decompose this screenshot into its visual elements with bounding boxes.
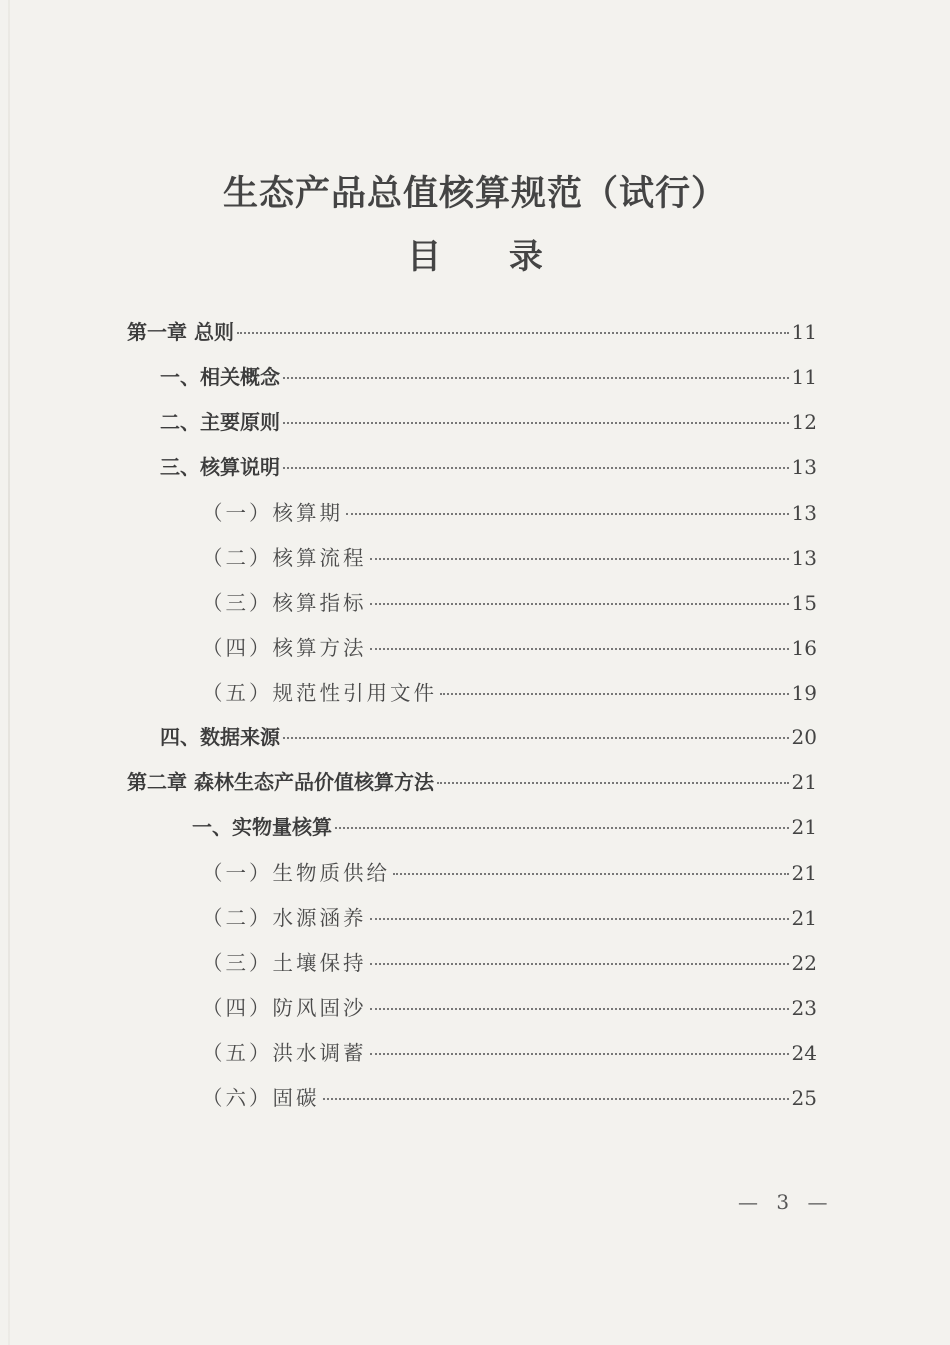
toc-leader [346, 513, 789, 515]
toc-entry-page: 21 [791, 815, 817, 839]
toc-entry-label: （四）核算方法 [202, 636, 367, 660]
toc-leader [283, 467, 789, 469]
toc-entry-page: 13 [791, 501, 817, 525]
toc-leader [283, 422, 789, 424]
toc-leader [370, 603, 789, 605]
toc-leader [370, 558, 789, 560]
toc-leader [370, 648, 789, 650]
toc-leader [237, 332, 789, 334]
toc-entry[interactable] [202, 1036, 817, 1081]
toc-entry-label: （一）生物质供给 [202, 861, 390, 885]
toc-entry[interactable] [160, 721, 817, 766]
toc-leader [370, 1053, 789, 1055]
toc-heading: 目 录 [407, 237, 571, 277]
toc-entry[interactable] [160, 361, 817, 406]
toc-entry-label: （三）土壤保持 [202, 951, 367, 975]
toc-entry-label: （五）洪水调蓄 [202, 1041, 367, 1065]
toc-entry-page: 25 [791, 1086, 817, 1110]
toc-entry-page: 16 [791, 636, 817, 660]
toc-entry-page: 11 [791, 365, 817, 389]
toc-leader [283, 737, 789, 739]
toc-entry-label: （二）核算流程 [202, 546, 367, 570]
toc-leader [440, 693, 789, 695]
toc-entry[interactable] [202, 856, 817, 901]
toc-entry-page: 22 [791, 951, 817, 975]
toc-entry[interactable] [160, 406, 817, 451]
toc-entry-page: 24 [791, 1041, 817, 1065]
toc-entry-page: 11 [791, 320, 817, 344]
toc-entry[interactable] [127, 316, 817, 361]
toc-entry-label: （六）固碳 [202, 1086, 320, 1110]
toc-entry-label: 三、核算说明 [160, 455, 280, 479]
toc-entry-page: 21 [791, 770, 817, 794]
toc-leader [370, 963, 789, 965]
toc-entry-label: 一、实物量核算 [192, 815, 332, 839]
toc-entry[interactable] [202, 946, 817, 991]
toc-entry[interactable] [192, 811, 817, 856]
toc-entry-label: 第一章 总则 [127, 320, 234, 344]
toc-entry-label: 第二章 森林生态产品价值核算方法 [127, 770, 434, 794]
toc-leader [393, 873, 789, 875]
toc-leader [335, 827, 789, 829]
toc-entry-page: 15 [791, 591, 817, 615]
toc-entry-page: 21 [791, 906, 817, 930]
toc-entry-page: 12 [791, 410, 817, 434]
toc-entry-page: 13 [791, 455, 817, 479]
document-title: 生态产品总值核算规范（试行） [222, 173, 727, 214]
toc-entry-page: 23 [791, 996, 817, 1020]
toc-entry[interactable] [202, 586, 817, 631]
toc-entry[interactable] [202, 541, 817, 586]
toc-entry-page: 21 [791, 861, 817, 885]
toc-entry[interactable] [160, 451, 817, 496]
toc-entry-label: （二）水源涵养 [202, 906, 367, 930]
toc-entry[interactable] [202, 496, 817, 541]
toc-leader [370, 918, 789, 920]
toc-entry[interactable] [202, 901, 817, 946]
toc-entry-page: 13 [791, 546, 817, 570]
toc-entry-label: （五）规范性引用文件 [202, 681, 437, 705]
toc-leader [370, 1008, 789, 1010]
toc-entry[interactable] [127, 766, 817, 811]
toc-entry[interactable] [202, 1081, 817, 1126]
toc-entry-page: 20 [791, 725, 817, 749]
toc-entry-label: 二、主要原则 [160, 410, 280, 434]
toc-leader [437, 782, 789, 784]
toc-entry[interactable] [202, 631, 817, 676]
toc-entry[interactable] [202, 676, 817, 721]
toc-entry-page: 19 [791, 681, 817, 705]
page-number: — 3 — [738, 1190, 834, 1214]
toc-entry-label: （四）防风固沙 [202, 996, 367, 1020]
toc-leader [323, 1098, 789, 1100]
toc-entry[interactable] [202, 991, 817, 1036]
toc-entry-label: （一）核算期 [202, 501, 343, 525]
toc-leader [283, 377, 789, 379]
toc-entry-label: （三）核算指标 [202, 591, 367, 615]
toc-entry-label: 四、数据来源 [160, 725, 280, 749]
toc-entry-label: 一、相关概念 [160, 365, 280, 389]
